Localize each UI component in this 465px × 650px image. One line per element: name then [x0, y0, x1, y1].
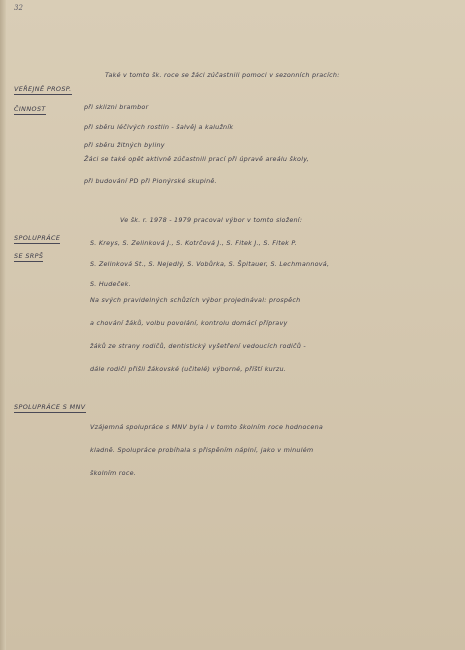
- binding-edge: [0, 0, 6, 650]
- section-2-line: dále rodiči přišli žákovské (učitelé) výborné, příští kurzu.: [90, 365, 287, 373]
- section-1-line: při sběru léčivých rostlin - šalvěj a kalužník: [84, 123, 234, 131]
- section-heading-srps-2: SE SRPŠ: [14, 252, 44, 260]
- section-2-line: a chování žáků, volbu povolání, kontrolu domácí přípravy: [90, 319, 288, 327]
- section-1-line: Také v tomto šk. roce se žáci zúčastnili pomoci v sezonních pracích:: [105, 71, 340, 79]
- section-3-line: kladně. Spolupráce probíhala s přispěním náplní, jako v minulém: [90, 446, 314, 454]
- section-2-line: S. Zelinková St., S. Nejedlý, S. Vobůrka, S. Špitauer, S. Lechmannová,: [90, 260, 330, 268]
- section-heading-public-work-1: VEŘEJNĚ PROSP.: [14, 85, 72, 93]
- section-1-line: při sběru žitných byliny: [84, 141, 165, 149]
- section-1-line: při sklizni brambor: [84, 103, 149, 111]
- section-2-line: S. Kreys, S. Zelinková J., S. Kotrčová J., S. Fitek J., S. Fitek P.: [90, 239, 297, 247]
- section-3-line: Vzájemná spolupráce s MNV byla i v tomto školním roce hodnocena: [90, 423, 324, 431]
- section-2-line: S. Hudeček.: [90, 280, 131, 288]
- section-heading-public-work-2: ČINNOST: [14, 105, 46, 113]
- section-1-line: při budování PD při Pionýrské skupině.: [84, 177, 217, 185]
- section-2-line: Ve šk. r. 1978 - 1979 pracoval výbor v tomto složení:: [120, 216, 303, 224]
- section-heading-mnv: SPOLUPRÁCE S MNV: [14, 403, 86, 411]
- section-2-line: Na svých pravidelných schůzích výbor projednával: prospěch: [90, 296, 301, 304]
- section-1-line: Žáci se také opět aktivně zúčastnili prací při úpravě areálu školy,: [84, 155, 310, 163]
- section-3-line: školním roce.: [90, 469, 137, 477]
- section-2-line: žáků ze strany rodičů, dentistický vyšetření vedoucích rodičů -: [90, 342, 306, 350]
- page-number: 32: [14, 4, 23, 12]
- section-heading-srps-1: SPOLUPRÁCE: [14, 234, 61, 242]
